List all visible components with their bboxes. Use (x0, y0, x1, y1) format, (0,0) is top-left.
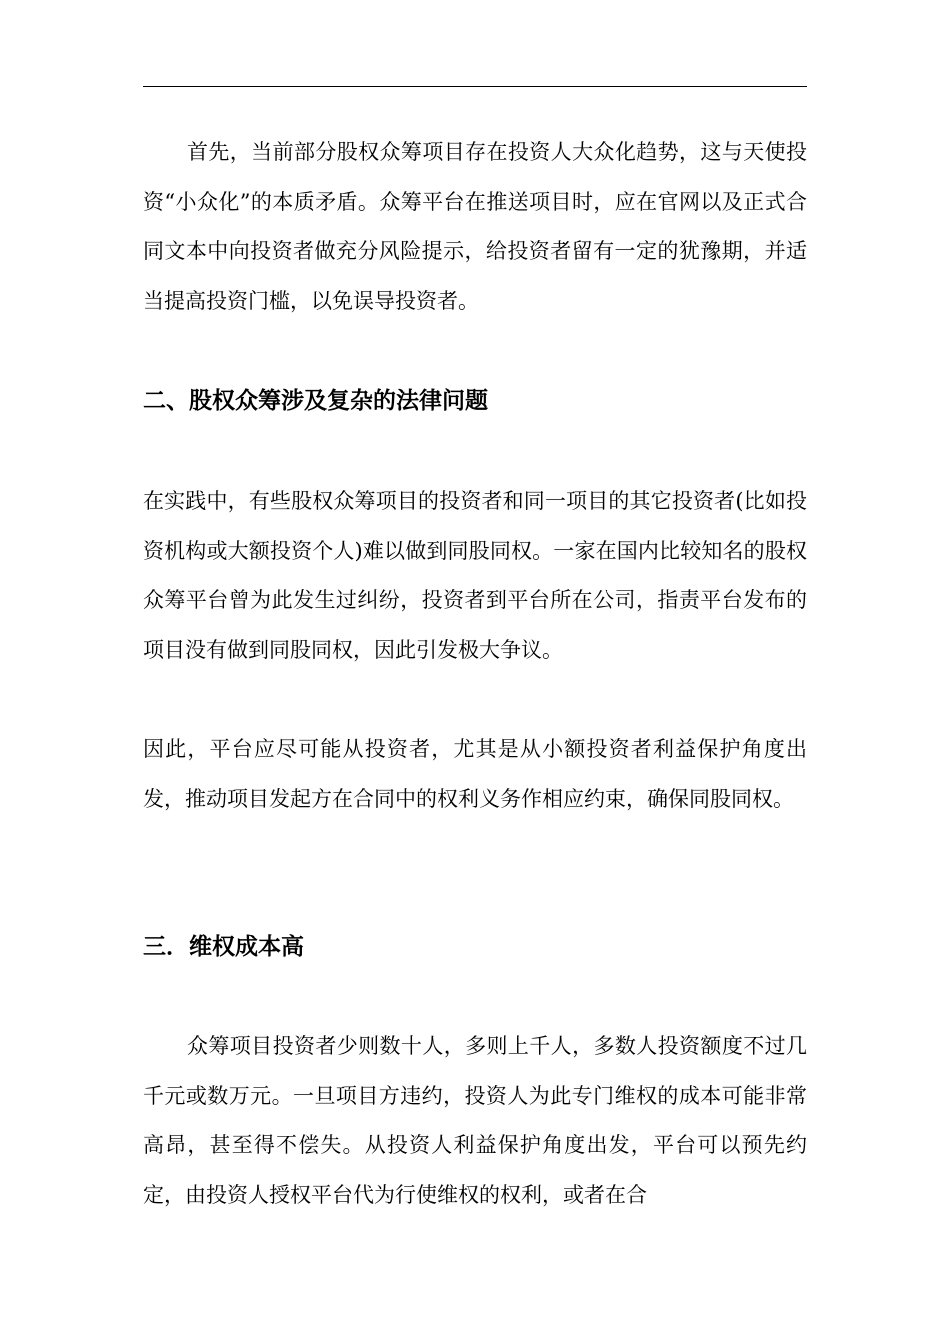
paragraph-equal-rights-dispute: 在实践中，有些股权众筹项目的投资者和同一项目的其它投资者(比如投资机构或大额投资个人)难以做到同股同权。一家在国内比较知名的股权众筹平台曾为此发生过纠纷，投资者到平台所在公司，指责平台发布的项目没有做到同股同权，因此引发极大争议。 (143, 489, 807, 662)
paragraph-risk-warning: 首先，当前部分股权众筹项目存在投资人大众化趋势，这与天使投资“小众化”的本质矛盾。众筹平台在推送项目时，应在官网以及正式合同文本中向投资者做充分风险提示，给投资者留有一定的犹豫期，并适当提高投资门槛，以免误导投资者。 (143, 140, 807, 313)
paragraph-rights-protection-cost: 众筹项目投资者少则数十人，多则上千人，多数人投资额度不过几千元或数万元。一旦项目方违约，投资人为此专门维权的成本可能非常高昂，甚至得不偿失。从投资人利益保护角度出发，平台可以预先约定，由投资人授权平台代为行使维权的权利，或者在合 (143, 1034, 807, 1207)
section-heading-legal-issues: 二、股权众筹涉及复杂的法律问题 (143, 387, 488, 414)
paragraph-platform-obligation: 因此，平台应尽可能从投资者，尤其是从小额投资者利益保护角度出发，推动项目发起方在合同中的权利义务作相应约束，确保同股同权。 (143, 737, 807, 811)
header-rule (143, 86, 807, 87)
section-heading-rights-cost: 三．维权成本高 (143, 933, 304, 960)
